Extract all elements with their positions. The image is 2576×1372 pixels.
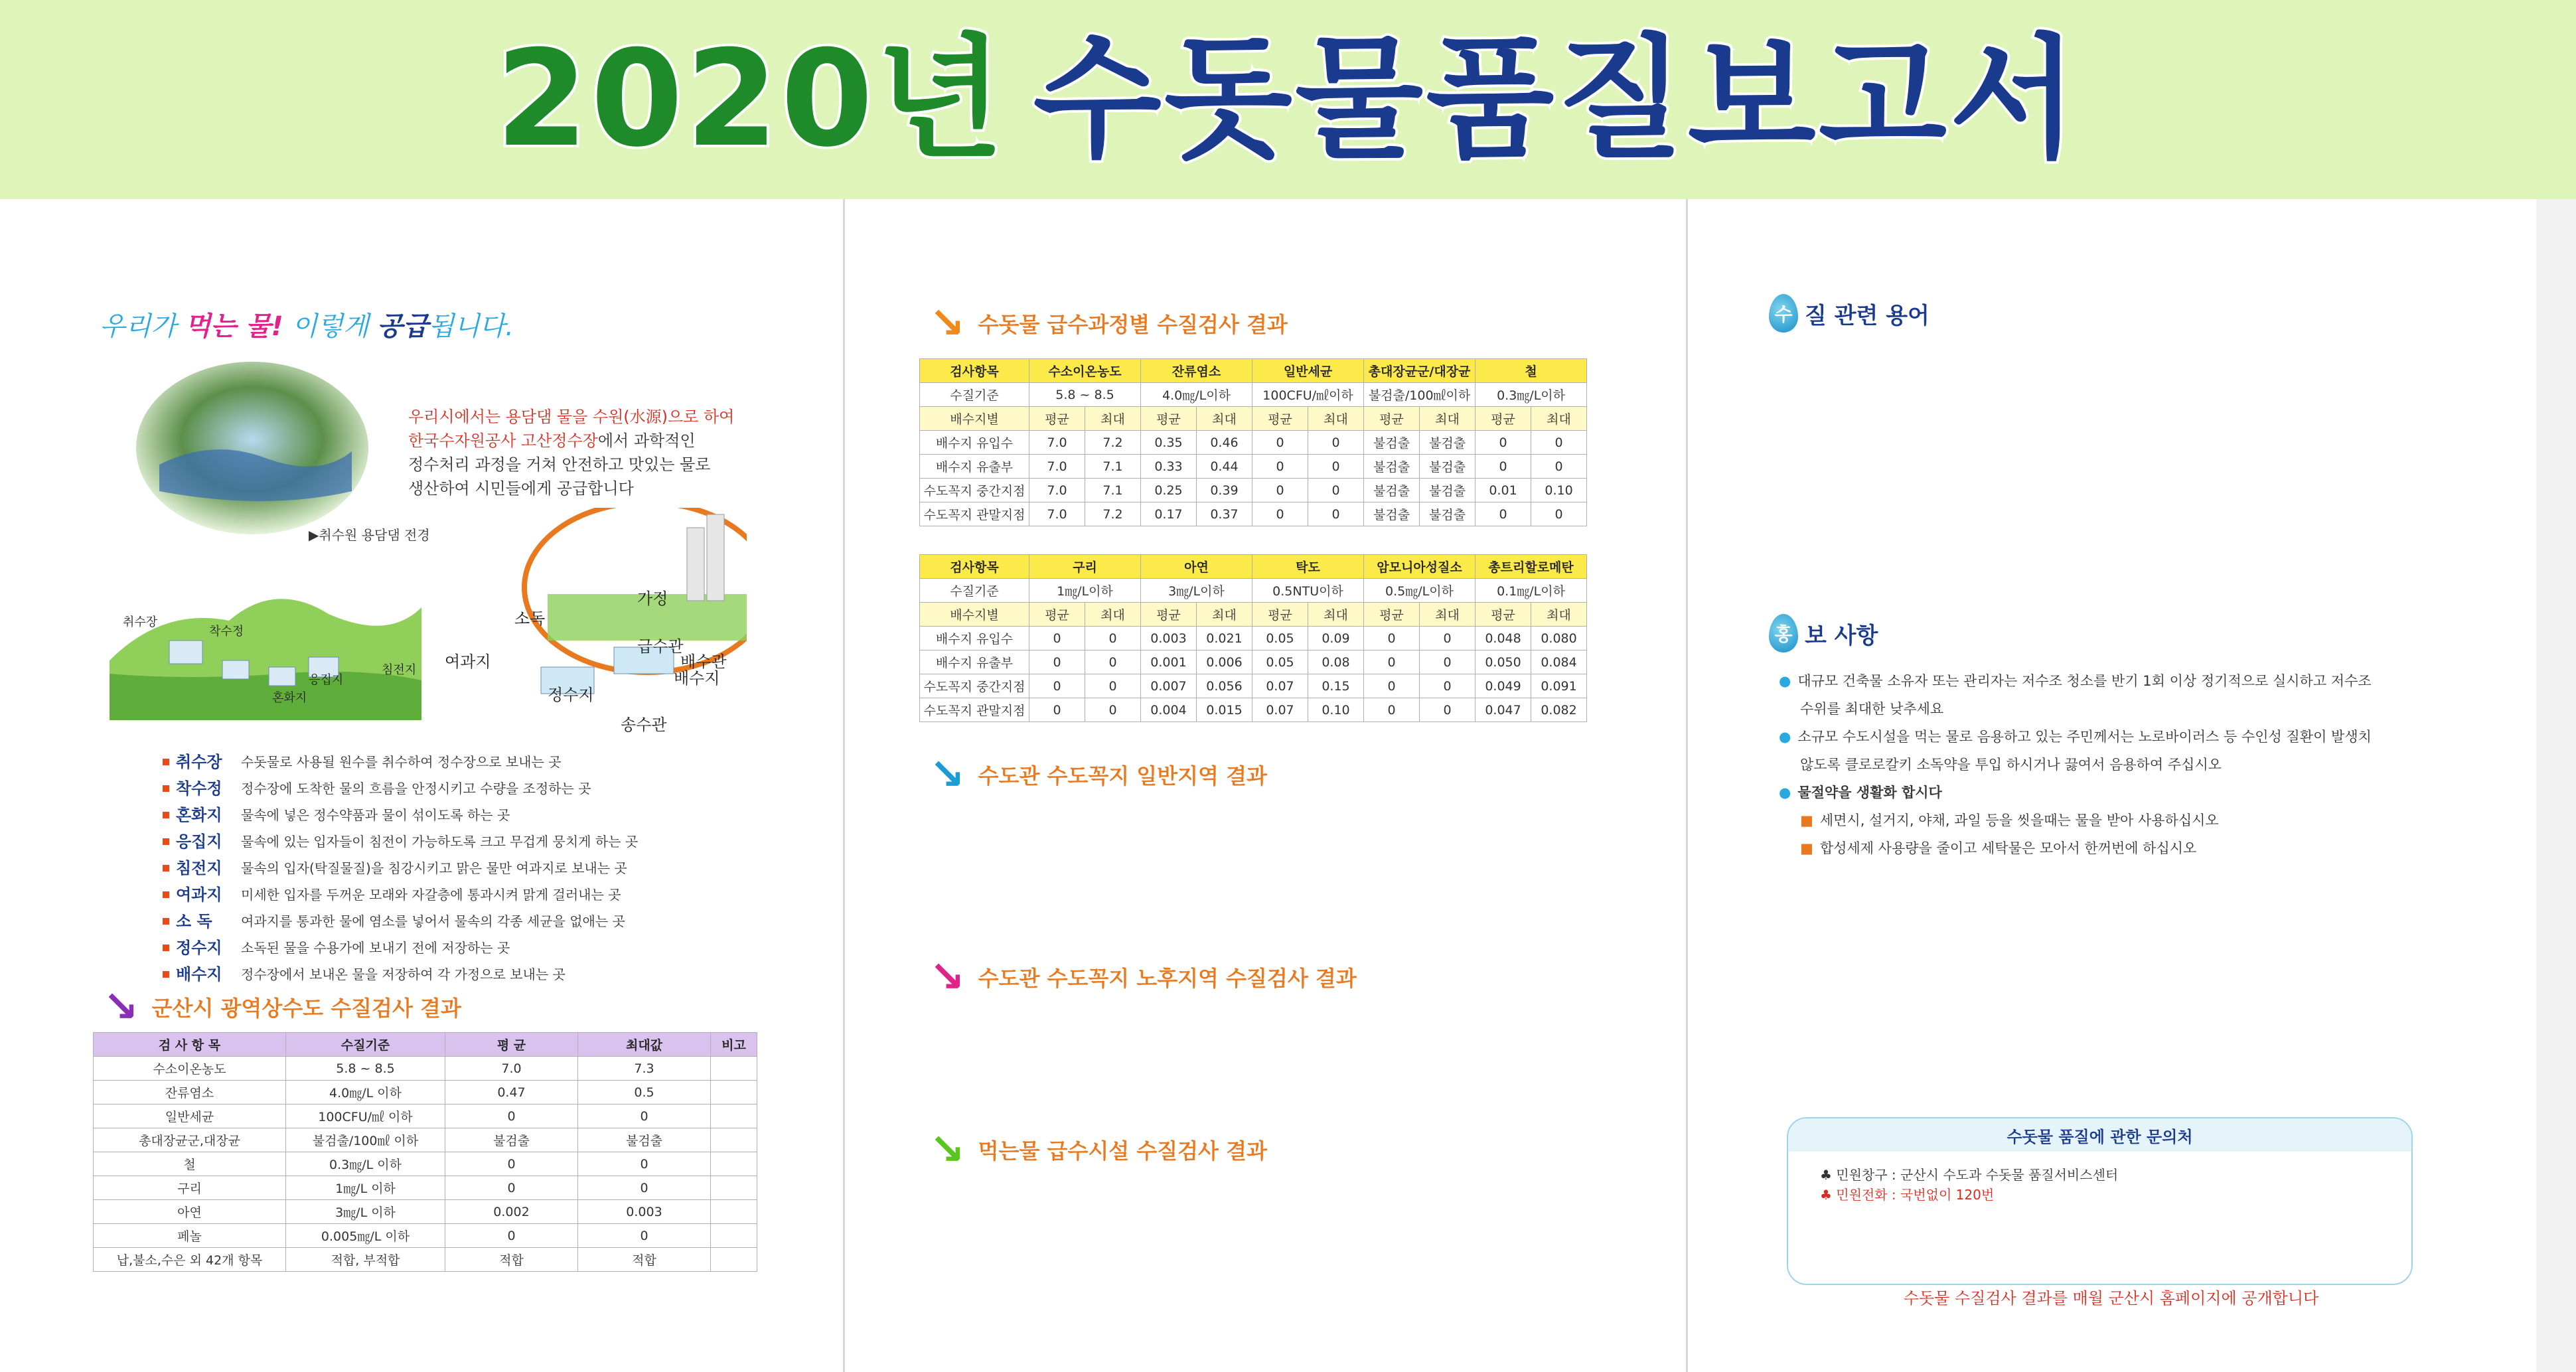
photo-caption: ▶취수원 용담댐 전경 [309,527,430,543]
contact-body: ♣ 민원창구 : 군산시 수도과 수돗물 품질서비스센터 ♣ 민원전화 : 국번없이 120번 [1820,1167,2119,1203]
table-row: 구리 1㎎/L 이하 0 0 [94,1176,757,1200]
tap-general-heading: ↘ 수도관 수도꼭지 일반지역 결과 [929,750,1267,799]
process-item: 착수정 정수장에 도착한 물의 흐름을 안정시키고 수량을 조정하는 곳 [163,775,638,802]
subheader-row: 배수지별 평균 최대 평균 최대 평균 최대 평균 최대 평균 최대 [920,407,1587,431]
arrow-icon: ↘ [929,750,965,799]
label-reservoir: 배수지 [674,669,720,688]
title-banner [0,0,2576,199]
process-item: 취수장 수돗물로 사용될 원수를 취수하여 정수장으로 보내는 곳 [163,749,638,775]
wide-area-table: 검 사 항 목 수질기준 평 균 최대값 비고 수소이온농도 5.8 ~ 8.5 7.0 7.3 잔류염소 4.0㎎/L 이하 0.47 0.5 일반세균 100CFU/㎖ 이하 0 0 총대장균군,대장균 불검출/100㎖ 이하 불검출 불검출 철 0.3㎎/L 이하 0 0 구리 1㎎/L 이하 0 0 아연 3㎎/L 이하 0.002 0.003 페놀 0.005㎎/L 이하 0 0 납,불소,수은 외 42개 항목 적합, 부적합 적합 적합 [93,1032,757,1272]
process-results-heading: ↘ 수돗물 급수과정별 수질검사 결과 [929,299,1288,348]
table-header-row: 검사항목 구리 아연 탁도 암모니아성질소 총트리할로메탄 [920,555,1587,579]
process-item: 침전지 물속의 입자(탁질물질)을 침강시키고 맑은 물만 여과지로 보내는 곳 [163,855,638,881]
process-diagram [110,508,747,743]
table-row: 아연 3㎎/L 이하 0.002 0.003 [94,1200,757,1224]
table-row: 납,불소,수은 외 42개 항목 적합, 부적합 적합 적합 [94,1248,757,1272]
label-distribution-pipe: 배수관 [680,652,727,671]
process-legend [163,749,638,988]
table-row: 배수지 유출부 0 0 0.001 0.006 0.05 0.08 0 0 0.050 0.084 [920,650,1587,674]
process-item: 배수지 정수장에서 보내온 물을 저장하여 각 가정으로 보내는 곳 [163,961,638,988]
criteria-row: 수질기준 1㎎/L이하 3㎎/L이하 0.5NTU이하 0.5㎎/L이하 0.1㎎/L이하 [920,579,1587,603]
water-drop-icon: 홍 [1769,614,1798,652]
supply-intro: 우리시에서는 용담댐 물을 수원(水源)으로 하여 한국수자원공사 고산정수장에서 과학적인 정수처리 과정을 거쳐 안전하고 맛있는 물로 생산하여 시민들에게 공급합니다 [408,408,735,498]
label-sedimentation: 침전지 [382,663,417,677]
contact-title: 수돗물 품질에 관한 문의처 [1788,1118,2411,1152]
label-clearwell: 정수지 [548,686,594,704]
table-row: 페놀 0.005㎎/L 이하 0 0 [94,1224,757,1248]
report-title [0,0,2576,199]
process-table-1 [919,358,1587,526]
subheader-row: 배수지별 평균 최대 평균 최대 평균 최대 평균 최대 평균 최대 [920,603,1587,627]
table-row: 배수지 유입수 7.0 7.2 0.35 0.46 0 0 불검출 불검출 0 0 [920,431,1587,455]
process-item: 소 독 여과지를 통과한 물에 염소를 넣어서 물속의 각종 세균을 없애는 곳 [163,908,638,935]
table-row: 철 0.3㎎/L 이하 0 0 [94,1152,757,1176]
criteria-row: 수질기준 5.8 ~ 8.5 4.0㎎/L이하 100CFU/㎖이하 불검출/100㎖이하 0.3㎎/L이하 [920,383,1587,407]
process-item: 여과지 미세한 입자를 두꺼운 모래와 자갈층에 통과시켜 맑게 걸러내는 곳 [163,881,638,908]
label-disinfection: 소독 [514,609,546,628]
label-transmission: 송수관 [621,716,667,734]
facility-heading: ↘ 먹는물 급수시설 수질검사 결과 [929,1125,1267,1174]
notice-list: ● 대규모 건축물 소유자 또는 관리자는 저수조 청소를 반기 1회 이상 정기적으로 실시하고 저수조 수위를 최대한 낮추세요 ● 소규모 수도시설을 먹는 물로 음용하고 있는 주민께서는 노로바이러스 등 수인성 질환이 발생치 않도록 클로로칼키 소독약을 투입 하시거나 끓여서 음용하여 주십시오 ● 물절약을 생활화 합시다 ■ 세면시, 설거지, 야채, 과일 등을 씻을때는 물을 받아 사용하십시오 ■ 합성세제 사용량을 줄이고 세탁물은 모아서 한꺼번에 하십시오 [1779,673,2372,856]
arrow-icon: ↘ [103,982,139,1031]
table-row: 수소이온농도 5.8 ~ 8.5 7.0 7.3 [94,1057,757,1081]
label-intake: 취수장 [123,615,158,629]
wide-area-heading: ↘ 군산시 광역상수도 수질검사 결과 [103,982,461,1031]
table-row: 잔류염소 4.0㎎/L 이하 0.47 0.5 [94,1081,757,1105]
table-row: 수도꼭지 관말지점 0 0 0.004 0.015 0.07 0.10 0 0 0.047 0.082 [920,698,1587,722]
report-year: 2020년 [495,22,1007,177]
table-row: 총대장균군,대장균 불검출/100㎖ 이하 불검출 불검출 [94,1128,757,1152]
label-receiving: 착수정 [209,625,244,639]
label-service-pipe: 급수관 [637,637,684,656]
table-row: 일반세균 100CFU/㎖ 이하 0 0 [94,1105,757,1128]
process-table-2 [919,554,1587,722]
water-drop-icon: 수 [1769,294,1798,333]
table-row: 수도꼭지 관말지점 7.0 7.2 0.17 0.37 0 0 불검출 불검출 0 0 [920,502,1587,526]
process-item: 혼화지 물속에 넣은 정수약품과 물이 섞이도록 하는 곳 [163,802,638,828]
arrow-icon: ↘ [929,953,965,1002]
process-item: 응집지 물속에 있는 입자들이 침전이 가능하도록 크고 무겁게 뭉치게 하는 곳 [163,828,638,855]
contact-box [1787,1117,2413,1285]
label-mixing: 혼화지 [272,691,307,705]
supply-subtitle: 우리가 먹는 물! 이렇게 공급됩니다. [100,311,514,342]
table-row: 수도꼭지 중간지점 7.0 7.1 0.25 0.39 0 0 불검출 불검출 0.01 0.10 [920,479,1587,502]
arrow-icon: ↘ [929,299,965,348]
footer-note: 수돗물 수질검사 결과를 매월 군산시 홈페이지에 공개합니다 [1903,1289,2319,1308]
notice-heading: 홍 보 사항 [1769,614,1878,652]
table-row: 배수지 유입수 0 0 0.003 0.021 0.05 0.09 0 0 0.048 0.080 [920,627,1587,650]
table-row: 배수지 유출부 7.0 7.1 0.33 0.44 0 0 불검출 불검출 0 0 [920,455,1587,479]
label-coagulation: 응집지 [309,673,344,687]
process-item: 정수지 소독된 물을 수용가에 보내기 전에 저장하는 곳 [163,935,638,961]
label-home: 가정 [637,589,668,608]
table-row: 수도꼭지 중간지점 0 0 0.007 0.056 0.07 0.15 0 0 0.049 0.091 [920,674,1587,698]
terms-heading: 수 질 관련 용어 [1769,294,1930,333]
table-header-row: 검사항목 수소이온농도 잔류염소 일반세균 총대장균군/대장균 철 [920,359,1587,383]
arrow-icon: ↘ [929,1125,965,1174]
label-filtration: 여과지 [445,652,491,671]
tap-old-heading: ↘ 수도관 수도꼭지 노후지역 수질검사 결과 [929,953,1357,1002]
report-name: 수돗물품질보고서 [1033,22,2081,177]
